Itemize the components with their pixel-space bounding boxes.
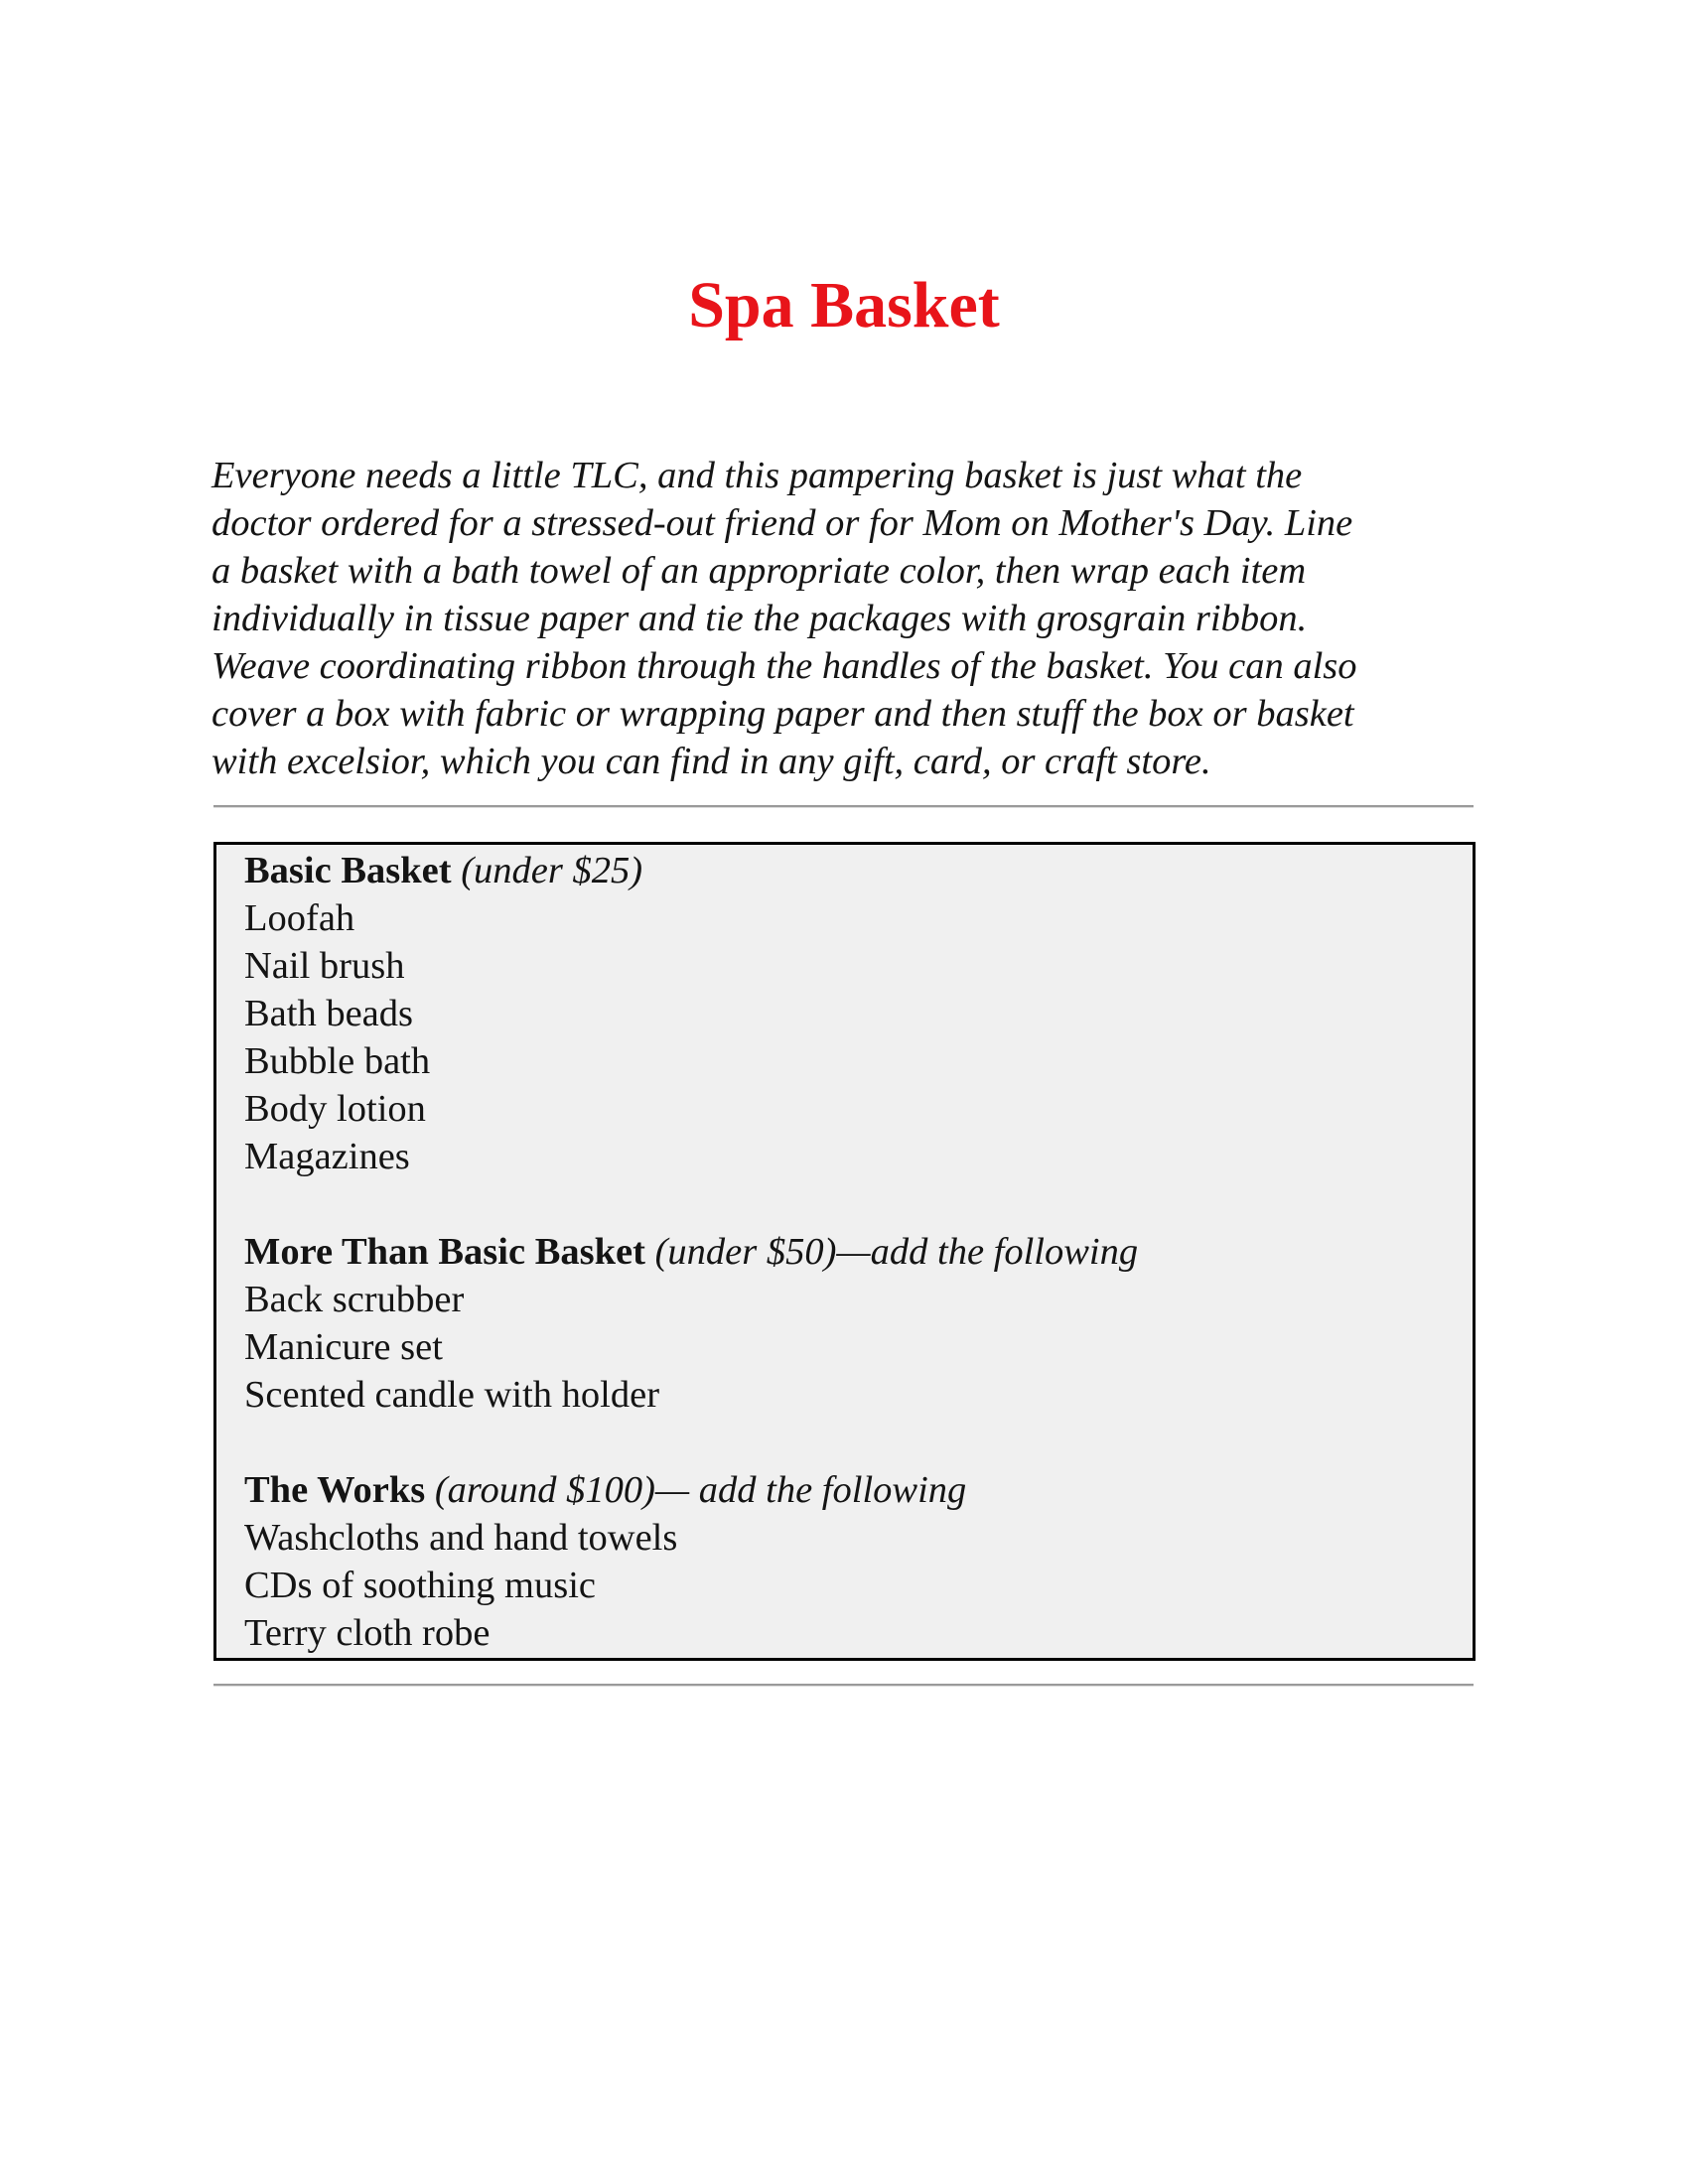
intro-line: doctor ordered for a stressed-out friend or for Mom on Mother's Day. Line <box>211 502 1353 544</box>
basket-heading-more-than-basic <box>244 1228 1453 1276</box>
basket-name: The Works <box>244 1469 426 1511</box>
list-item: Body lotion <box>244 1088 426 1130</box>
list-item: Terry cloth robe <box>244 1612 491 1654</box>
list-item: Bubble bath <box>244 1040 431 1082</box>
basket-list-box <box>213 842 1476 1661</box>
list-item: CDs of soothing music <box>244 1565 597 1606</box>
list-item: Manicure set <box>244 1326 443 1368</box>
list-item: Magazines <box>244 1136 410 1177</box>
basket-price-note: (around $100)— add the following <box>425 1469 967 1511</box>
section-spacer <box>244 1419 1453 1466</box>
list-item: Washcloths and hand towels <box>244 1517 678 1559</box>
list-item: Bath beads <box>244 993 413 1034</box>
intro-paragraph <box>211 452 1487 785</box>
intro-line: individually in tissue paper and tie the packages with grosgrain ribbon. <box>211 598 1308 639</box>
intro-line: Everyone needs a little TLC, and this pampering basket is just what the <box>211 455 1303 496</box>
list-item: Scented candle with holder <box>244 1374 660 1416</box>
basket-heading-basic <box>244 847 1453 894</box>
basket-price-note: (under $50)—add the following <box>644 1231 1139 1273</box>
intro-line: a basket with a bath towel of an appropriate color, then wrap each item <box>211 550 1307 592</box>
intro-line: with excelsior, which you can find in any gift, card, or craft store. <box>211 741 1211 782</box>
basket-name: Basic Basket <box>244 850 452 891</box>
intro-line: cover a box with fabric or wrapping paper and then stuff the box or basket <box>211 693 1354 735</box>
basket-heading-the-works <box>244 1466 1453 1514</box>
section-spacer <box>244 1180 1453 1228</box>
basket-name: More Than Basic Basket <box>244 1231 645 1273</box>
intro-line: Weave coordinating ribbon through the handles of the basket. You can also <box>211 645 1357 687</box>
basket-list-content <box>244 847 1453 1657</box>
horizontal-rule-top <box>213 805 1474 808</box>
page-title: Spa Basket <box>688 269 1000 341</box>
list-item: Nail brush <box>244 945 405 987</box>
list-item: Back scrubber <box>244 1279 465 1320</box>
horizontal-rule-bottom <box>213 1684 1474 1687</box>
list-item: Loofah <box>244 897 355 939</box>
basket-price-note: (under $25) <box>451 850 643 891</box>
